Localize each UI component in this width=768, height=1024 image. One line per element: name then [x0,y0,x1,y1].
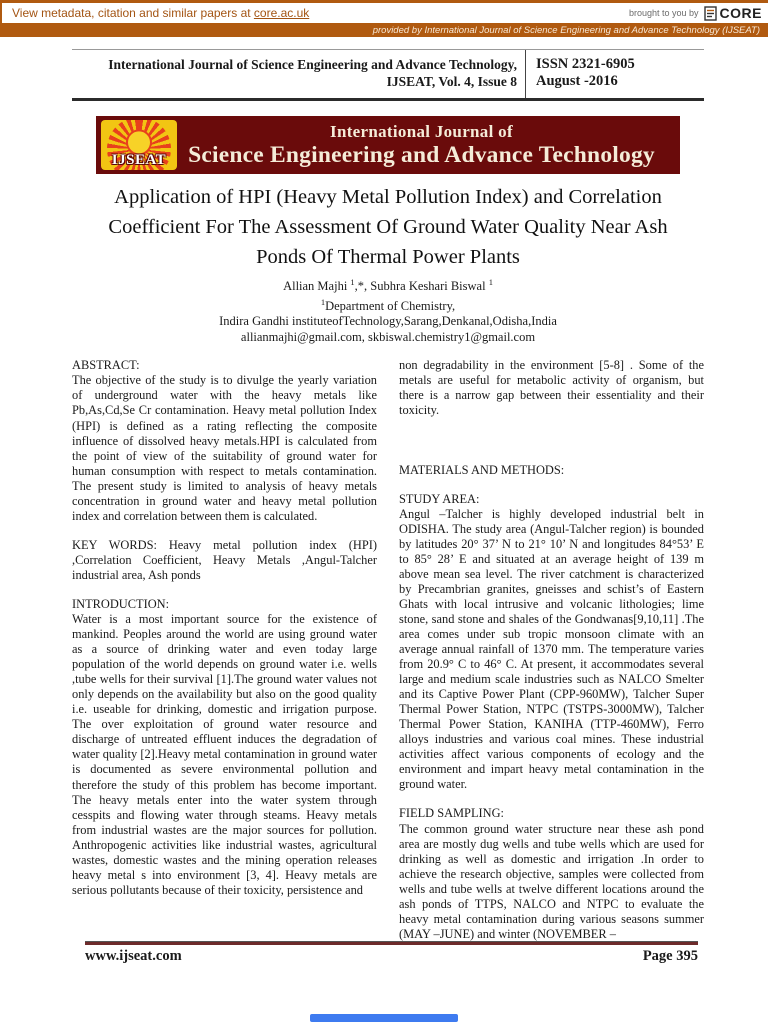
journal-header [72,49,704,101]
page-footer [85,948,698,965]
core-banner [0,0,768,23]
introduction-heading: INTRODUCTION: [72,596,170,611]
study-area-paragraph: Angul –Talcher is highly developed industrial belt in ODISHA. The study area (Angul-Talcher region) is bounded by latitudes 20° 37’ N to 21° 10’ N and longitudes 84°53’ E to 85° 28’ E and situated at an average height of 139 m above mean sea level. The river catchment is characterized by Precambrian granites, gneisses and schist’s of Eastern Ghats with local intrusive and volcanic lithologies; lime stone, sand stone and shales of the Gondwanas[9,10,11] .The area comes under sub tropic monsoon climate with an average annual rainfall of 1370 mm. The temperature varies from 20.9° C to 46° C. At present, it accommodates several large and medium scale industries such as NALCO Smelter and its Captive Power Plant (CPP-960MW), Talcher Super Thermal Power Station, NTPC (TSTPS-3000MW), Talcher Thermal Power Station, KANIHA (TTP-460MW), Ferro alloys industries and various coal mines. These industrial activities affect various components of ecology and the environment and impart heavy metal contamination in the ground water. [399,506,704,792]
core-logo-group [629,5,762,21]
article-title [72,182,704,272]
two-column-body [72,358,704,968]
core-logo-icon [704,6,717,21]
core-provided-bar [0,23,768,37]
masthead-line1: International Journal of [330,122,513,141]
affiliation: Indira Gandhi instituteofTechnology,Sarang,Denkanal,Odisha,India [219,314,557,329]
continuation-paragraph: non degradability in the environment [5-8] . Some of the metals are useful for metabolic activity of organism, but there is a narrow gap between their essentiality and their toxicity. [399,358,704,418]
article-title-line: Coefficient For The Assessment Of Ground Water Quality Near Ash [108,216,668,238]
field-sampling-paragraph: The common ground water structure near these ash pond area are mostly dug wells and tube wells which are used for drinking as well as domestic and irrigation .In order to achieve the research objective, samples were collected from wells and tube wells at twelve different locations around the ash ponds of TTPS, NALCO and NTPC to evaluate the heavy metal contamination during various seasons summer (MAY –JUNE) and winter (NOVEMBER – [399,821,704,941]
abstract-paragraph: The objective of the study is to divulge the yearly variation of underground water with the heavy metals like Pb,As,Cd,Se Cr contamination. Heavy metal pollution Index (HPI) is defined as a rating reflecting the composite influence of dissolved heavy metals.HPI is calculated from the point of view of the suitability of ground water for human consumption with respect to metals contamination. The present study is limited to analysis of heavy metals concentration in ground water and heavy metal pollution index and correlation between them is calculated. [72,373,377,523]
right-column [399,358,704,968]
masthead-titles [177,122,680,168]
author-separator: ,*, [354,279,371,294]
ijseat-logo-text: IJSEAT [111,152,167,168]
footer-page-number: Page 395 [642,948,698,964]
authors-block [72,275,704,345]
left-column [72,358,377,968]
author-1: Allian Majhi [283,279,351,294]
journal-issn: ISSN 2321-6905 [536,56,635,72]
brought-by-label: brought to you by [628,8,699,18]
core-link[interactable]: core.ac.uk [253,6,310,20]
core-message-text: View metadata, citation and similar papers at [12,6,254,20]
author-emails: allianmajhi@gmail.com, skbiswal.chemistry1@gmail.com [240,329,536,344]
masthead-line2: Science Engineering and Advance Technology [188,142,655,168]
journal-header-right [526,50,704,98]
department-sup: 1 [320,296,326,307]
scrollbar-thumb[interactable] [310,1014,458,1022]
author-2: Subhra Keshari Biswal [370,279,489,294]
paper-content [72,49,704,968]
journal-masthead [96,116,680,174]
abstract-heading: ABSTRACT: [72,358,140,373]
author-names [72,275,704,295]
core-wordmark: CORE [719,5,762,21]
provided-by-label: provided by International Journal of Science Engineering and Advance Technology (IJSEAT) [372,24,760,36]
footer-rule [85,941,698,945]
author-2-sup: 1 [488,277,493,287]
journal-header-left [72,50,526,98]
core-logo[interactable] [704,5,762,21]
study-area-heading: STUDY AREA: [399,491,480,506]
ijseat-logo [101,120,177,170]
footer-website: www.ijseat.com [85,948,182,964]
article-title-line: Ponds Of Thermal Power Plants [256,246,520,268]
journal-date: August -2016 [536,73,618,89]
department-line [72,295,704,315]
introduction-paragraph: Water is a most important source for the existence of mankind. Peoples around the world are using ground water as a source of drinking water and even today large population of the world depends on ground water i.e. wells ,tube wells for their survival [1].The ground water values not only depends on the availability but also on the good quality i.e. useable for drinking, domestic and irrigation purpose. The over exploitation of ground water resource and discharge of untreated effluent induces the degradation of water quality [2].Heavy metal contamination in ground water is documented as severe environmental pollution and therefore the study of this problem has become important. The heavy metals enter into the water system through cesspits and flowing water through steams. Heavy metals from industrial wastes are the major sources for pollution. Anthropogenic activities like industrial wastes, agricultural wastes, domestic wastes and the mining operation releases heavy metal s into environment [3, 4]. Heavy metals are serious pollutants because of their toxicity, persistence and [72,612,377,897]
department: Department of Chemistry, [325,298,456,313]
materials-methods-heading: MATERIALS AND METHODS: [399,462,565,477]
article-title-line: Application of HPI (Heavy Metal Pollution Index) and Correlation [114,186,662,208]
author-1-sup: 1 [350,277,355,287]
core-banner-message [12,6,309,20]
field-sampling-heading: FIELD SAMPLING: [399,806,504,821]
journal-volume: IJSEAT, Vol. 4, Issue 8 [386,74,517,89]
journal-name: International Journal of Science Engineering and Advance Technology, [108,57,517,72]
keywords-paragraph: KEY WORDS: Heavy metal pollution index (HPI) ,Correlation Coefficient, Heavy Metals ,Angul-Talcher industrial area, Ash ponds [72,537,377,582]
